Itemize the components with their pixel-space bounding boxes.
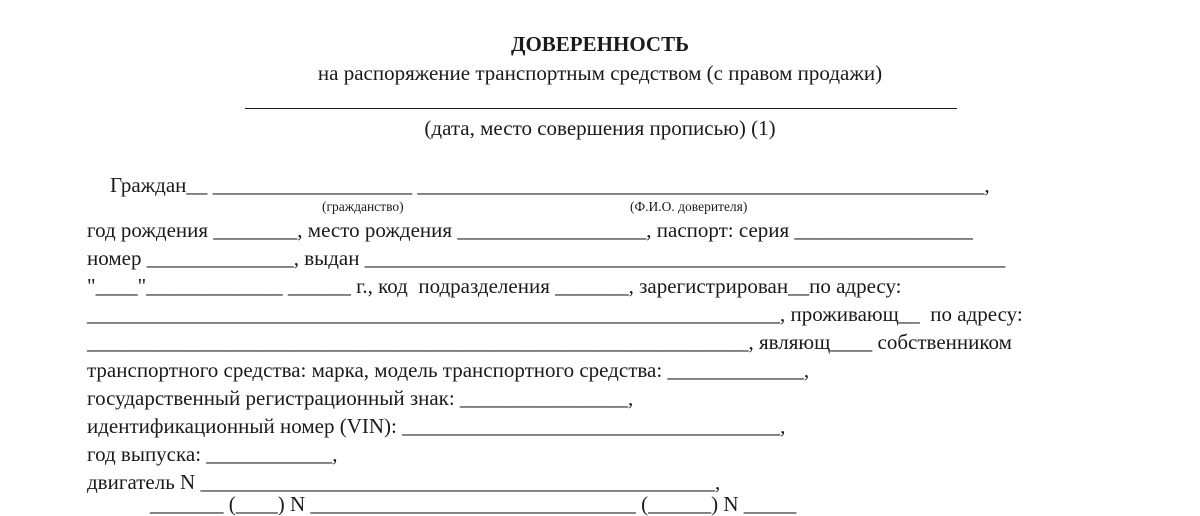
date-place-caption: (дата, место совершения прописью) (1): [424, 116, 776, 140]
citizen-line: Граждан__ ___________________ ______________________________________________________,: [110, 173, 990, 197]
fio-label: (Ф.И.О. доверителя): [630, 199, 748, 214]
partial-cut-line: _______ (____) N _______________________________ (______) N _____: [150, 492, 797, 516]
birth-passport-line: год рождения ________, место рождения __________________, паспорт: серия _________________: [87, 218, 973, 242]
registration-address-line: __________________________________________________________________, проживающ__ по адресу:: [87, 302, 1023, 326]
manufacture-year-line: год выпуска: ____________,: [87, 442, 338, 466]
passport-number-line: номер ______________, выдан _____________________________________________________________: [87, 246, 1006, 270]
document-title: ДОВЕРЕННОСТЬ: [511, 32, 689, 56]
issue-date-line: "____"_____________ ______ г., код подразделения _______, зарегистрирован__по адресу:: [87, 274, 902, 298]
date-place-blank-line: [245, 108, 957, 109]
vin-line: идентификационный номер (VIN): ____________________________________,: [87, 414, 786, 438]
engine-number-line: двигатель N _________________________________________________,: [87, 470, 721, 494]
registration-sign-line: государственный регистрационный знак: ________________,: [87, 386, 634, 410]
residence-address-line: _______________________________________________________________, являющ____ собственником: [87, 330, 1012, 354]
citizenship-label: (гражданство): [322, 199, 404, 214]
vehicle-model-line: транспортного средства: марка, модель транспортного средства: _____________,: [87, 358, 810, 382]
document-subtitle: на распоряжение транспортным средством (с правом продажи): [317, 61, 883, 85]
